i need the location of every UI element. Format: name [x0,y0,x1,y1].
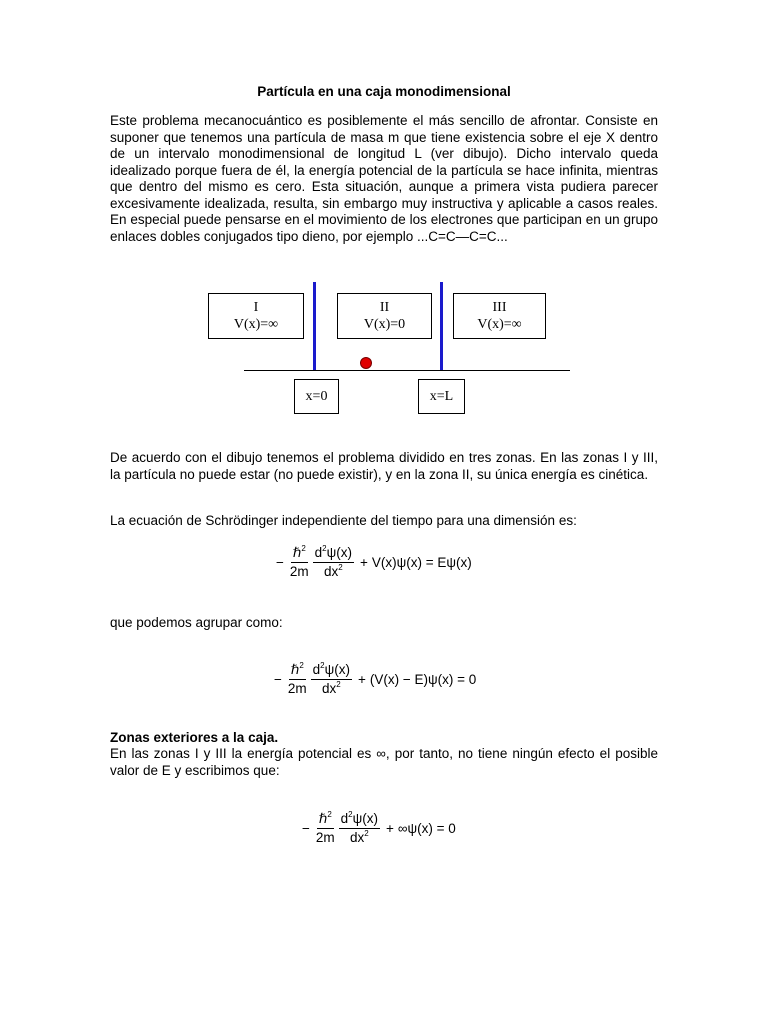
exponent: 2 [301,544,306,553]
intro-paragraph: Este problema mecanocuántico es posiblemente el más sencillo de afrontar. Consiste en suponer que tenemos una partícula de masa m que tiene existencia sobre el eje X dentro de un intervalo monodimensional de longitud L (ver dibujo). Dicho intervalo queda idealizado porque fuera de él, la energía potencial de la partícula se hace infinita, mientras que dentro del mismo es cero. Esta situación, aunque a primera vista pudiera parecer excesivamente idealizada, resulta, sin embargo muy instructiva y aplicable a casos reales. En especial puede pensarse en el movimiento de los electrones que participan en un grupo enlaces dobles conjugados tipo dieno, por ejemplo ...C=C—C=C... [110,113,658,244]
exponent: 2 [320,661,325,670]
exponent: 2 [299,661,304,670]
zone-box-3 [453,293,546,339]
exponent: 2 [338,563,343,572]
hbar-fraction [290,545,309,580]
exterior-equation [298,811,456,846]
exponent: 2 [336,680,341,689]
exterior-paragraph: En las zonas I y III la energía potencial es ∞, por tanto, no tiene ningún efecto el posible valor de E y escribimos que: [110,746,658,778]
equation-rest: V(x)ψ(x) = Eψ(x) [371,555,472,570]
position-box-xL: x=L [418,379,465,414]
hbar-fraction [288,662,307,697]
schrodinger-equation [272,545,472,580]
derivative-fraction [313,545,354,580]
denominator: 2m [287,681,307,696]
section-heading: Zonas exteriores a la caja. [110,730,279,745]
right-wall [440,282,443,371]
equation-rest: (V(x) − E)ψ(x) = 0 [369,672,477,687]
grouping-paragraph: que podemos agrupar como: [110,615,283,630]
zone-box-1 [208,293,304,339]
zone-potential: V(x)=∞ [477,317,522,332]
exponent: 2 [327,810,332,819]
hbar-symbol: ℏ [292,545,302,560]
position-box-x0: x=0 [294,379,339,414]
hbar-symbol: ℏ [290,662,300,677]
plus-sign: + [358,672,366,687]
dx-symbol: dx [349,830,365,845]
denominator: 2m [289,564,309,579]
plus-sign: + [386,821,394,836]
zones-paragraph: De acuerdo con el dibujo tenemos el problema dividido en tres zonas. En las zonas I y III, la partícula no puede estar (no puede existir), y en la zona II, su única energía es cinética. [110,450,658,482]
equation-rest: ∞ψ(x) = 0 [397,821,456,836]
zone-label: I [253,300,259,315]
d-symbol: d [340,811,349,826]
derivative-fraction [311,662,352,697]
denominator: 2m [315,830,335,845]
minus-sign: − [302,821,310,836]
psi-symbol: ψ(x) [352,811,378,826]
psi-symbol: ψ(x) [326,545,352,560]
exponent: 2 [364,829,369,838]
schrodinger-intro: La ecuación de Schrödinger independiente del tiempo para una dimensión es: [110,513,577,528]
zone-potential: V(x)=0 [363,317,406,332]
derivative-fraction [339,811,380,846]
dx-symbol: dx [321,681,337,696]
exponent: 2 [348,810,353,819]
dx-symbol: dx [323,564,339,579]
page-title: Partícula en una caja monodimensional [257,84,511,99]
zone-potential: V(x)=∞ [233,317,279,332]
hbar-fraction [316,811,335,846]
psi-symbol: ψ(x) [324,662,350,677]
exponent: 2 [322,544,327,553]
grouped-equation [270,662,476,697]
particle-dot [360,357,372,369]
left-wall [313,282,316,371]
zone-label: III [492,300,507,315]
x-axis [244,370,570,371]
zone-box-2 [337,293,432,339]
minus-sign: − [276,555,284,570]
plus-sign: + [360,555,368,570]
hbar-symbol: ℏ [318,811,328,826]
d-symbol: d [314,545,323,560]
minus-sign: − [274,672,282,687]
d-symbol: d [312,662,321,677]
zone-label: II [379,300,390,315]
